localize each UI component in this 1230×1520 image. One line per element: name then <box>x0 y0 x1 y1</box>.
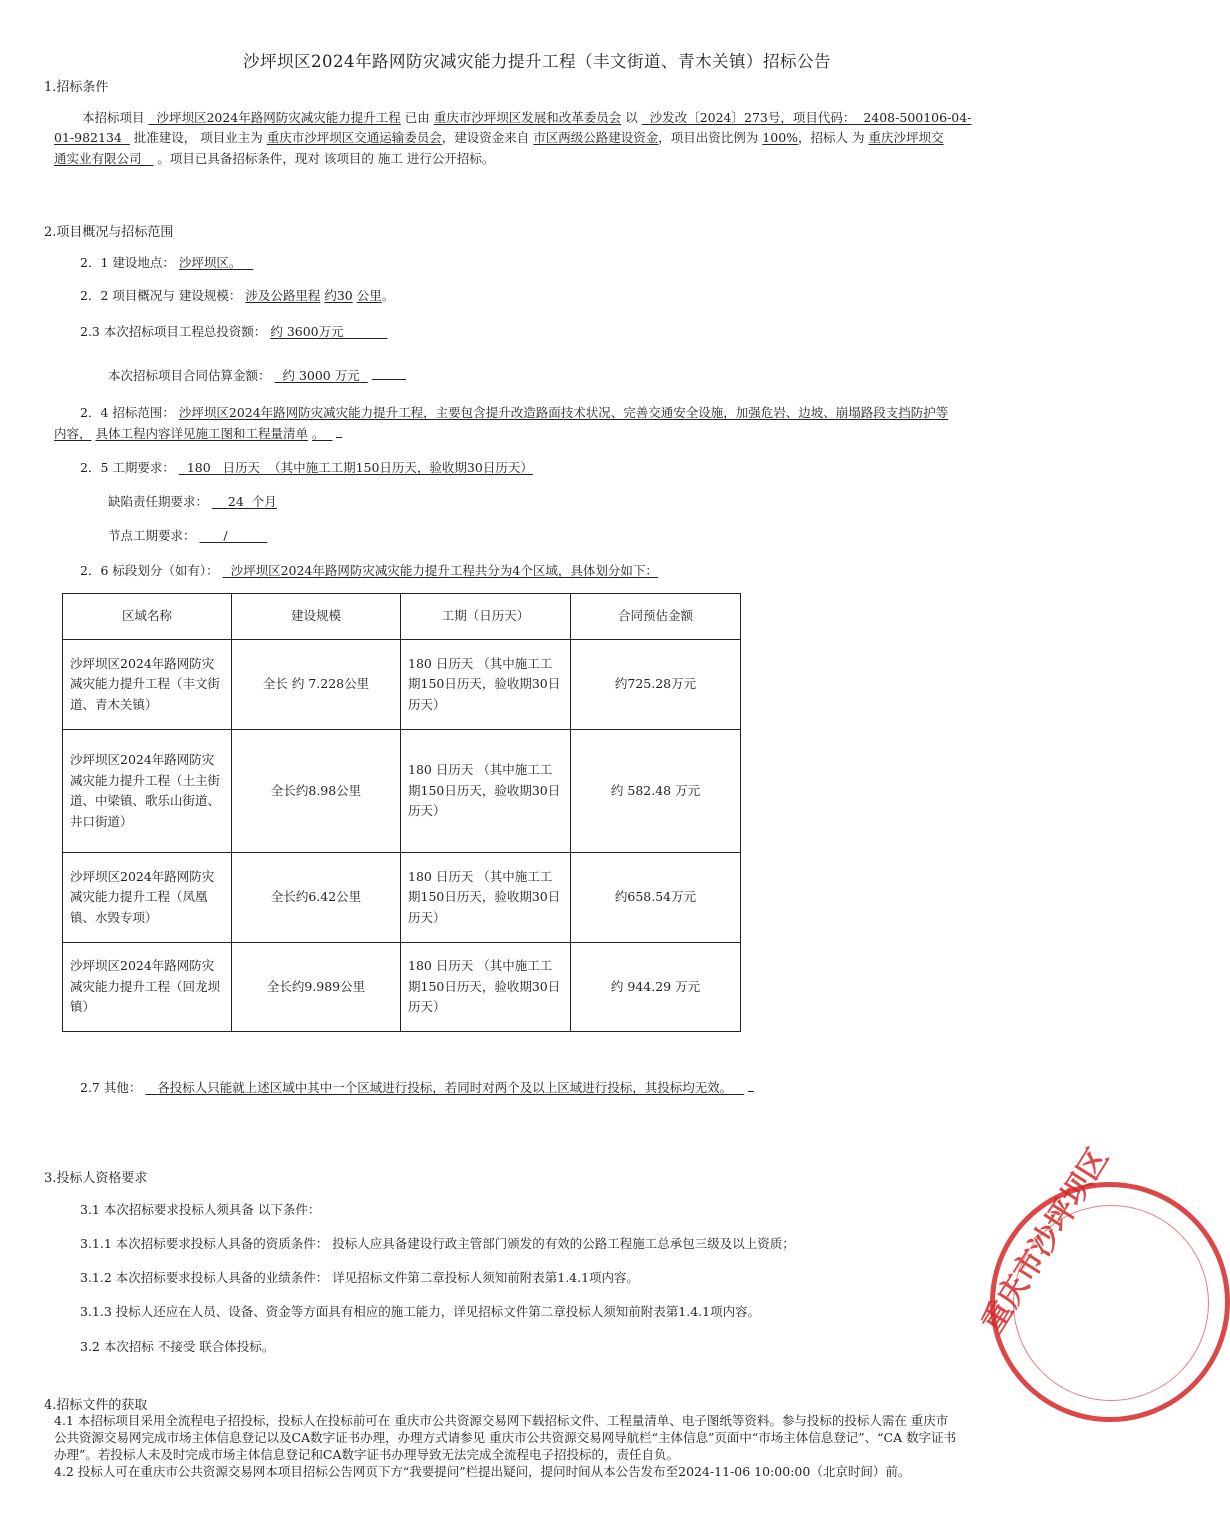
table-header-row <box>63 594 741 640</box>
defect-liability-period: 24 个月 <box>227 494 277 509</box>
item-label: 2．1 建设地点： <box>80 255 175 270</box>
tender-scope-end: 。 <box>312 426 325 441</box>
table-header: 合同预估金额 <box>571 594 741 640</box>
item-2-3 <box>80 322 387 340</box>
item-3-1-1: 3.1.1 本次招标要求投标人具备的资质条件： 投标人应具备建设行政主管部门颁发的有效的公路工程施工总承包三级及以上资质； <box>80 1236 795 1251</box>
item-label: 本次招标项目合同估算金额： <box>108 368 271 383</box>
lot-table <box>62 593 741 1032</box>
item-3-1-3: 3.1.3 投标人还应在人员、设备、资金等方面具有相应的施工能力，详见招标文件第二章投标人须知前附表第1.4.1项内容。 <box>80 1304 761 1319</box>
s1-text: 本招标项目 <box>82 110 145 125</box>
item-2-6 <box>80 561 658 579</box>
table-row <box>63 730 741 853</box>
s1-line-3 <box>54 149 494 167</box>
lot-amount: 约725.28万元 <box>571 640 741 730</box>
construction-site: 沙坪坝区。 <box>178 255 242 270</box>
item-2-5-defect <box>108 492 277 510</box>
other-requirement: 各投标人只能就上述区域中其中一个区域进行投标，若同时对两个及以上区域进行投标，其投标均无效。 <box>157 1080 733 1095</box>
node-schedule: / <box>223 528 228 543</box>
lot-duration: 180 日历天 （其中施工工期150日历天，验收期30日历天） <box>401 640 571 730</box>
blank-line <box>372 367 406 380</box>
s1-text: 已由 <box>404 110 430 125</box>
total-investment: 约 3600万元 <box>270 324 344 339</box>
s1-text: ，招标人 为 <box>798 130 865 145</box>
section-2-heading: 2.项目概况与招标范围 <box>44 225 174 240</box>
item-tail: 。 <box>381 288 395 303</box>
item-label: 缺陷责任期要求： <box>108 494 209 509</box>
approval-doc-no: 沙发改〔2024〕273号，项目代码： 2408-500106-04- <box>649 110 972 125</box>
item-label: 2．5 工期要求： <box>80 460 175 475</box>
road-mileage-value: 约30 <box>324 288 353 303</box>
lot-scale: 全长约8.98公里 <box>232 730 401 853</box>
item-2-4-line-2 <box>54 424 342 442</box>
road-mileage-text: 涉及公路里程 <box>245 288 321 303</box>
s1-text: ，项目出资比例为 <box>658 130 759 145</box>
item-4-2: 4.2 投标人可在重庆市公共资源交易网本项目招标公告网页下方“我要提问”栏提出疑问，提问时间从本公告发布至2024-11-06 10:00:00（北京时间）前。 <box>54 1464 911 1479</box>
lot-name: 沙坪坝区2024年路网防灾减灾能力提升工程（土主街道、中梁镇、歌乐山街道、井口街道） <box>63 730 232 853</box>
road-mileage-unit: 公里 <box>356 288 382 303</box>
lot-amount: 约 944.29 万元 <box>571 943 741 1032</box>
notice-title: 沙坪坝区2024年路网防灾减灾能力提升工程（丰文街道、青木关镇）招标公告 <box>243 52 831 71</box>
blank-line <box>748 1079 754 1092</box>
lot-duration: 180 日历天 （其中施工工期150日历天，验收期30日历天） <box>401 730 571 853</box>
lot-duration: 180 日历天 （其中施工工期150日历天，验收期30日历天） <box>401 853 571 943</box>
lot-scale: 全长约6.42公里 <box>232 853 401 943</box>
project-name: 沙坪坝区2024年路网防灾减灾能力提升工程 <box>156 110 401 125</box>
item-2-1 <box>80 253 253 271</box>
item-label: 2．2 项目概况与 建设规模： <box>80 288 242 303</box>
official-seal <box>975 1142 1230 1422</box>
item-label: 2．6 标段划分（如有）： <box>80 563 219 578</box>
s1-line-1 <box>82 108 971 126</box>
owner-name: 重庆市沙坪坝区交通运输委员会 <box>266 130 442 145</box>
s1-text: ，建设资金来自 <box>441 130 530 145</box>
table-header: 建设规模 <box>232 594 401 640</box>
tender-scope-detail: 具体工程内容详见施工图和工程量清单 <box>95 426 309 441</box>
table-header: 工期（日历天） <box>401 594 571 640</box>
blank-line <box>336 425 342 438</box>
item-label: 节点工期要求： <box>108 528 196 543</box>
table-header: 区域名称 <box>63 594 232 640</box>
section-1-heading: 1.招标条件 <box>44 80 109 95</box>
item-3-1: 3.1 本次招标要求投标人须具备 以下条件： <box>80 1202 321 1217</box>
lot-amount: 约 582.48 万元 <box>571 730 741 853</box>
tenderer-name-part1: 重庆沙坪坝交 <box>868 130 944 145</box>
section-4-heading: 4.招标文件的获取 <box>44 1398 148 1413</box>
item-4-1-line-3: 办理”。若投标人未及时完成市场主体信息登记和CA数字证书办理导致无法完成全流程电子招投标的，责任自负。 <box>54 1447 679 1462</box>
lot-amount: 约658.54万元 <box>571 853 741 943</box>
tender-scope-cont: 内容， <box>54 426 92 441</box>
item-4-1-line-2: 公共资源交易网完成市场主体信息登记以及CA数字证书办理，办理方式请参见 重庆市公共资源交易网导航栏“主体信息”页面中“市场主体信息登记”、“CA 数字证书 <box>54 1430 957 1445</box>
table-row <box>63 853 741 943</box>
item-label: 2.3 本次招标项目工程总投资额： <box>80 324 267 339</box>
item-label: 2.7 其他： <box>80 1080 142 1095</box>
table-row <box>63 943 741 1032</box>
approver-name: 重庆市沙坪坝区发展和改革委员会 <box>433 110 622 125</box>
tender-scope: 沙坪坝区2024年路网防灾减灾能力提升工程，主要包含提升改造路面技术状况、完善交通安全设施，加强危岩、边坡、崩塌路段支挡防护等 <box>178 405 949 420</box>
item-2-5 <box>80 458 533 476</box>
item-2-3-estimate <box>108 366 406 384</box>
fund-ratio: 100% <box>762 130 799 145</box>
project-code-tail: 01-982134 <box>54 130 122 145</box>
item-3-2: 3.2 本次招标 不接受 联合体投标。 <box>80 1339 275 1354</box>
lot-name: 沙坪坝区2024年路网防灾减灾能力提升工程（凤凰镇、水毁专项） <box>63 853 232 943</box>
s1-text: 。项目已具备招标条件，现对 该项目的 施工 进行公开招标。 <box>157 151 495 166</box>
item-2-5-node <box>108 526 267 544</box>
table-row <box>63 640 741 730</box>
s1-text: 以 <box>625 110 638 125</box>
tenderer-name-part2: 通实业有限公司 <box>54 151 142 166</box>
lot-division: 沙坪坝区2024年路网防灾减灾能力提升工程共分为4个区域，具体划分如下： <box>230 563 658 578</box>
item-2-2 <box>80 286 394 304</box>
lot-scale: 全长 约 7.228公里 <box>232 640 401 730</box>
contract-estimate: 约 3000 万元 <box>282 368 360 383</box>
lot-name: 沙坪坝区2024年路网防灾减灾能力提升工程（回龙坝镇） <box>63 943 232 1032</box>
item-4-1-line-1: 4.1 本招标项目采用全流程电子招投标，投标人在投标前可在 重庆市公共资源交易网下载招标文件、工程量清单、电子图纸等资料。参与投标的投标人需在 重庆市 <box>54 1413 949 1428</box>
lot-name: 沙坪坝区2024年路网防灾减灾能力提升工程（丰文街道、青木关镇） <box>63 640 232 730</box>
seal-text: 重庆市沙坪坝区 <box>975 1142 1117 1339</box>
item-2-4-line-1 <box>80 403 948 421</box>
fund-source: 市区两级公路建设资金 <box>533 130 659 145</box>
duration: 180 日历天 （其中施工工期150日历天，验收期30日历天） <box>186 460 533 475</box>
lot-scale: 全长约9.989公里 <box>232 943 401 1032</box>
item-2-7 <box>80 1078 754 1096</box>
lot-duration: 180 日历天 （其中施工工期150日历天，验收期30日历天） <box>401 943 571 1032</box>
s1-line-2 <box>54 128 944 146</box>
item-3-1-2: 3.1.2 本次招标要求投标人具备的业绩条件： 详见招标文件第二章投标人须知前附表第1.4.1项内容。 <box>80 1270 640 1285</box>
item-label: 2．4 招标范围： <box>80 405 175 420</box>
section-3-heading: 3.投标人资格要求 <box>44 1171 148 1186</box>
s1-text: 批准建设， 项目业主为 <box>133 130 263 145</box>
